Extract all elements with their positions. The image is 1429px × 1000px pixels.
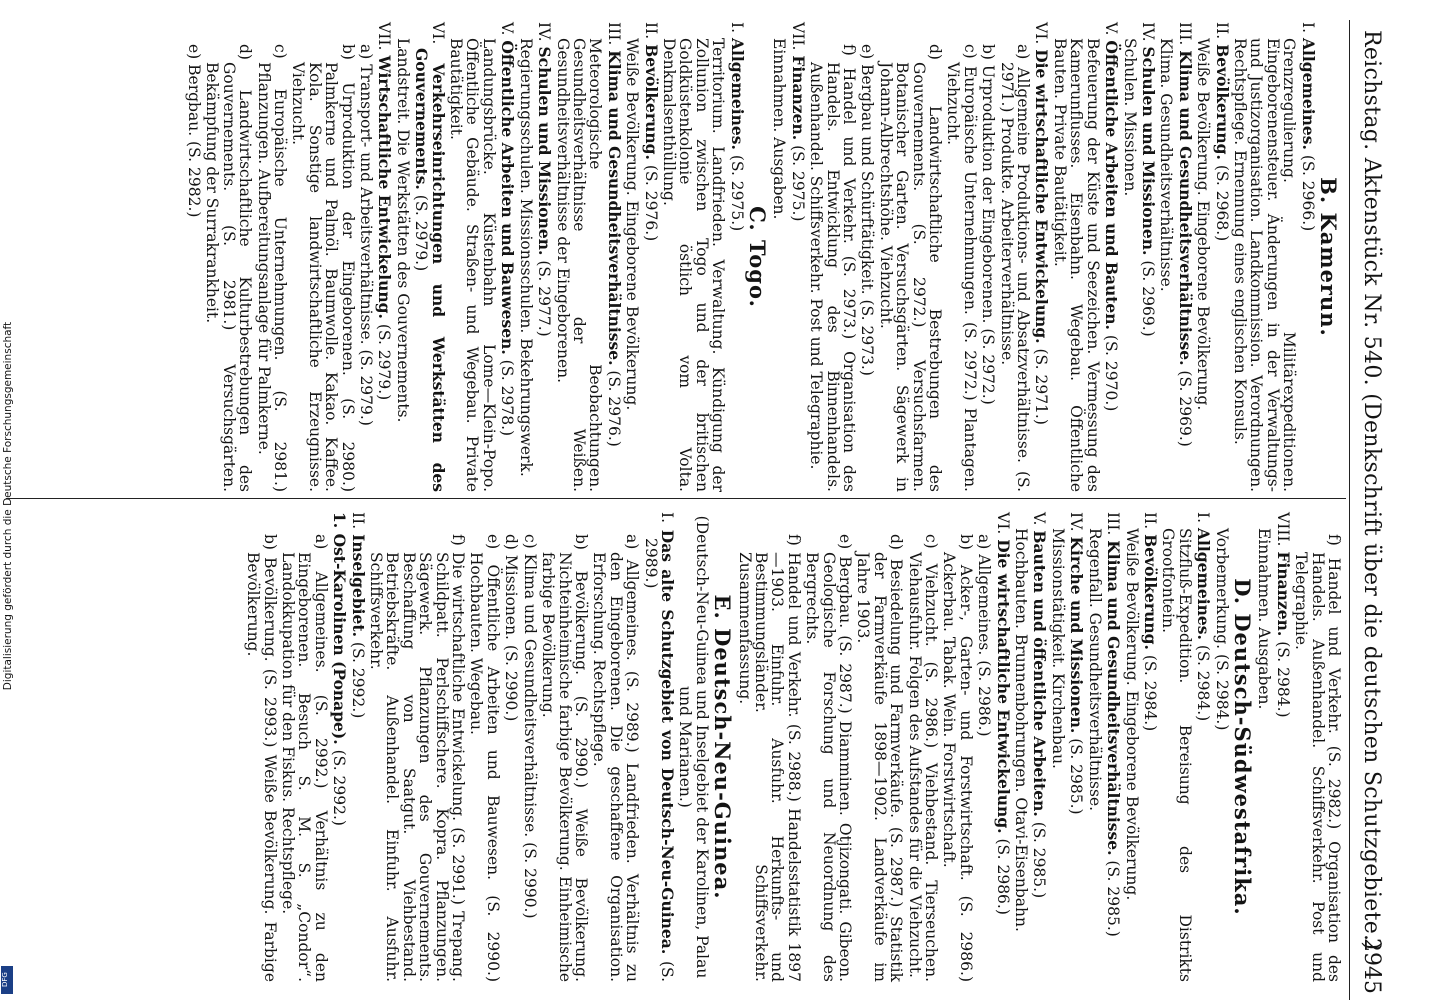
entry-heading <box>1140 22 1156 492</box>
entry-text: Weiße Bevölkerung. Eingeborene Bevölkerung. <box>623 38 642 411</box>
entry-heading <box>535 22 555 492</box>
subentry: b) Bevölkerung. (S. 2990.) Weiße Bevölkerung. Nichteinheimische farbige Bevölkerung. Einheimische farbige Bevölkerung. <box>539 534 590 982</box>
running-head: Reichstag. Aktenstück Nr. 540. (Denkschrift über die deutschen Schutzgebiete.) <box>1359 30 1384 951</box>
entry-heading <box>642 512 675 982</box>
page-number: 2945 <box>1359 938 1384 994</box>
region-note: (Deutsch-Neu-Guinea und Inselgebiet der Karolinen, Palau und Marianen.) <box>676 515 711 979</box>
entry-title: Öffentliche Arbeiten und Bauten. <box>1102 40 1122 330</box>
entry-number: I. <box>1194 512 1213 524</box>
page-reference: (S. 2985.) <box>1104 860 1123 937</box>
subentry: a) Transport- und Arbeitsverhältnisse. (S. 2979.) <box>357 44 376 426</box>
entry-text: Territorium. Landfrieden. Verwaltung. Kündigung der Zollunion zwischen Togo und der britischen Goldküstenkolonie östlich vom Volta. Denkmalsenthüllung. <box>659 38 728 492</box>
entry-number: I. <box>1298 22 1317 34</box>
entry-number: VI. <box>1032 22 1051 45</box>
subentry: a) Allgemeines. (S. 2989.) Landfrieden. Verhältnis zu den Eingeborenen. Die geschaffene Organisation. Erforschung. Rechtspflege. <box>590 534 642 982</box>
entry-heading <box>375 22 395 492</box>
entry-number: V. <box>1102 22 1121 36</box>
entry-number: IV. <box>535 22 554 42</box>
subentry: e) Bergbau. (S. 2987.) Diamminen. Otjizongati. Gibeon. Geologische Forschung und Neuordnung des Bergrechts. <box>803 534 855 982</box>
entry-number: III. <box>1104 512 1123 536</box>
entry-title: Schulen und Missionen. <box>1138 46 1158 256</box>
page-reference: (S. 2977.) <box>535 260 554 337</box>
page-reference: (S. 2979.) <box>375 323 394 401</box>
entry-number: II. <box>1140 512 1159 530</box>
page-reference: (S. 2986.) <box>993 838 1012 915</box>
section-heading: D. Deutsch-Südwestafrika. <box>1229 578 1255 916</box>
entry-heading <box>993 512 1013 982</box>
subentry: c) Europäische Unternehmungen. (S. 2972.) Plantagen. Viehzucht. <box>944 44 979 492</box>
subentry: c) Klima und Gesundheitsverhältnisse. (S. 2990.) <box>520 534 539 919</box>
subentry: a) Allgemeines. (S. 2992.) Verhältnis zu den Eingeborenen. Besuch S. M. S. „Condor“. Landokkupation für den Fiskus. Rechtspflege. <box>279 534 330 982</box>
page-reference: (S. 2985.) <box>1030 821 1049 899</box>
entry-heading <box>1212 22 1232 492</box>
entry-text: Schulen. Missionen. <box>1120 38 1139 197</box>
funding-footer <box>0 0 14 1000</box>
subentry: c) Europäische Unternehmungen. (S. 2981.) Pflanzungen. Aufbereitungsanlage für Palmkerne. <box>254 44 290 492</box>
page-reference: (S. 2976.) <box>641 164 660 242</box>
entry-title: Kirche und Missionen. <box>1067 536 1087 734</box>
page-reference: (S. 2975.) <box>727 154 746 232</box>
subentry: c) Viehzucht. (S. 2986.) Viehbestand. Tierseuchen. Viehausfuhr. Folgen des Aufstandes für die Viehzucht. <box>905 534 941 982</box>
page-reference: (S. 2989.) <box>641 538 676 982</box>
entry-heading <box>1142 512 1158 982</box>
subentry: e) Bergbau und Schürftätigkeit. (S. 2973.) <box>858 44 877 376</box>
entry-heading <box>1104 512 1124 982</box>
section-heading: C. Togo. <box>745 206 770 308</box>
entry-heading <box>348 512 368 982</box>
entry-number: IV. <box>1138 22 1157 42</box>
right-column <box>243 512 1342 982</box>
entry-heading <box>1067 512 1087 982</box>
page-reference: (S. 2992.) <box>330 749 349 826</box>
entry-text: Missionstätigkeit. Kirchenbau. <box>1048 528 1067 769</box>
entry-text: Vorbemerkung. (S. 2984.) <box>1212 528 1231 731</box>
entry-number: II. <box>348 512 367 530</box>
entry-title: Bevölkerung. <box>1212 44 1232 160</box>
page-header <box>1352 0 1392 1000</box>
entry-title: Wirtschaftliche Entwickelung. <box>375 55 395 319</box>
entry-number: VIII. <box>1273 512 1292 547</box>
entry-text: Sitzfluß-Expedition. Bereisung des Distrikts Grootfontein. <box>1159 528 1194 982</box>
page-reference: (S. 2975.) <box>788 145 807 222</box>
entry-title: Das alte Schutzgebiet von Deutsch-Neu-Guinea. <box>657 529 677 955</box>
entry-title: Allgemeines. <box>1194 528 1214 640</box>
subentry: b) Urproduktion der Eingeborenen. (S. 2980.) Palmkerne und Palmöl. Baumwolle. Kakao. Kaffee. Kola. Sonstige landwirtschaftliche Erzeugnisse. Viehzucht. <box>289 44 357 492</box>
entry-title: Inselgebiet. <box>348 534 368 637</box>
page-reference: (S. 2968.) <box>1212 164 1231 242</box>
entry-text: Klima. Gesundheitsverhältnisse. <box>1157 38 1176 292</box>
entry-text: Meteorologische Beobachtungen. Gesundheitsverhältnisse der Weißen. Gesundheitsverhältnisse der Eingeborenen. <box>553 38 605 492</box>
subentry: d) Landwirtschaftliche Kulturbestrebungen des Gouvernements. (S. 2981.) Versuchsgärten. Bekämpfung der Surrakrankheit. <box>203 44 255 492</box>
subentry: b) Acker-, Garten- und Forstwirtschaft. (S. 2986.) Ackerbau. Tabak. Wein. Forstwirtschaft. <box>940 534 975 982</box>
entry-number: I. <box>657 512 676 524</box>
entry-heading <box>1194 512 1214 982</box>
subentry: d) Landwirtschaftliche Bestrebungen des Gouvernements. (S. 2972.) Versuchsfarmen. Botanischer Garten. Versuchsgärten. Sägewerk in Johann-Albrechtshöhe. Viehzucht. <box>876 44 945 492</box>
entry-title: Allgemeines. <box>727 38 747 150</box>
entry-heading <box>1030 512 1050 982</box>
page-reference: (S. 2969.) <box>1175 370 1194 447</box>
entry-heading <box>788 22 808 492</box>
left-column <box>184 22 1342 492</box>
subentry: b) Bevölkerung. (S. 2993.) Weiße Bevölkerung. Farbige Bevölkerung. <box>244 534 279 982</box>
page-reference: (S. 2970.) <box>1102 334 1121 412</box>
subentry: d) Missionen. (S. 2990.) <box>502 534 521 722</box>
page-reference: (S. 2984.) <box>1194 644 1213 722</box>
rotated-page <box>16 0 1396 1000</box>
entry-text: Grenzregulierung. Militärexpeditionen. Eingeborenensteuer. Änderungen in der Verwaltungs- und Justizorganisation. Landkommission. Verordnungen. Rechtspflege. Ernennung eines englischen Konsuls. <box>1230 38 1299 492</box>
entry-title: Die wirtschaftliche Entwickelung. <box>1032 49 1052 344</box>
entry-text: Einnahmen. Ausgaben. <box>1255 528 1274 710</box>
subentry: a) Allgemeines. (S. 2986.) <box>975 534 994 737</box>
subentry: d) Besiedelung und Farmverkäufe. (S. 2987.) Statistik der Farmverkäufe 1898—1902. Landverkäufe im Jahre 1903. <box>854 534 906 982</box>
page-reference: (S. 2978.) <box>498 359 517 437</box>
entry-number: II. <box>641 22 660 40</box>
funding-note: Digitalisierung gefördert durch die Deutsche Forschungsgemeinschaft <box>2 321 14 691</box>
entry-title: Bauten und öffentliche Arbeiten. <box>1030 530 1050 817</box>
subentry: f) Handel und Verkehr. (S. 2973.) Organisation des Handels. Entwicklung des Binnenhandels. Außenhandel. Schiffsverkehr. Post und Telegraphie. <box>807 44 859 492</box>
entry-heading <box>1102 22 1122 492</box>
entry-heading <box>1175 22 1195 492</box>
entry-title: Öffentliche Arbeiten und Bauwesen. <box>498 40 518 355</box>
entry-text: Landstreit. Die Werkstätten des Gouvernements. <box>393 38 412 423</box>
page-reference: (S. 2985.) <box>1067 738 1086 815</box>
entry-number: VI. <box>993 512 1012 535</box>
header-rule <box>1349 20 1350 1000</box>
subentry: e) Bergbau. (S. 2982.) <box>185 44 203 218</box>
entry-title: Allgemeines. <box>1298 38 1318 150</box>
page-reference: (S. 2966.) <box>1298 154 1317 232</box>
entry-text: Hochbauten. Brunnenbohrungen. Otavi-Eisenbahn. <box>1012 528 1031 932</box>
column-divider <box>6 498 1346 499</box>
section-heading: B. Kamerun. <box>1316 177 1341 337</box>
entry-text: Befeuerung der Küste und Seezeichen. Vermessung des Kamerunflusses. Eisenbahn. Wegebau. Öffentliche Bauten. Private Bautätigkeit. <box>1050 38 1102 492</box>
entry-number: III. <box>604 22 623 46</box>
entry-number: IV. <box>1067 512 1086 532</box>
entry-number: VI. <box>428 22 447 45</box>
entry-heading <box>727 22 747 492</box>
entry-number: V. <box>1030 512 1049 526</box>
entry-number: VII. <box>375 22 394 51</box>
subentry: f) Handel und Verkehr. (S. 2988.) Handelsstatistik 1897—1903. Einfuhr. Ausfuhr. Herkunfts- und Bestimmungsländer. Schiffsverkehr. Zusammenfassung. <box>735 534 803 982</box>
entry-title: Klima und Gesundheitsverhältnisse. <box>1175 50 1195 366</box>
page-reference: (S. 2984.) <box>1273 641 1292 718</box>
subentry: f) Handel und Verkehr. (S. 2982.) Organisation des Handels. Außenhandel. Schiffsverkehr. Post und Telegraphie. <box>1292 534 1343 982</box>
entry-title: Verkehrseinrichtungen und Werkstätten des Gouvernements. <box>412 48 448 492</box>
subentry: b) Urproduktion der Eingeborenen. (S. 2972.) <box>979 44 998 405</box>
entry-title: Die wirtschaftliche Entwickelung. <box>993 539 1013 834</box>
entry-text: Landungsbrücke. Küstenbahn Lome—Klein-Popo. Öffentliche Gebäude. Straßen- und Wegebau. Private Bautätigkeit. <box>447 38 498 492</box>
page-reference: (S. 2992.) <box>348 641 367 719</box>
entry-title: Klima und Gesundheitsverhältnisse. <box>1104 540 1124 856</box>
entry-heading <box>1273 512 1293 982</box>
entry-title: Klima und Gesundheitsverhältnisse. <box>604 50 624 366</box>
entry-heading <box>1032 22 1052 492</box>
entry-heading <box>641 22 661 492</box>
entry-text: Regenfall. Gesundheitsverhältnisse. <box>1085 528 1104 812</box>
entry-heading <box>604 22 624 492</box>
page-reference: (S. 2971.) <box>1032 348 1051 425</box>
entry-number: II. <box>1212 22 1231 40</box>
entry-title: Bevölkerung. <box>1140 534 1160 650</box>
subentry: a) Allgemeine Produktions- und Absatzverhältnisse. (S. 2971.) Produkte. Arbeiterverhältnisse. <box>997 44 1033 492</box>
entry-title: Bevölkerung. <box>641 44 661 160</box>
entry-text: Weiße Bevölkerung. Eingeborene Bevölkerung. <box>1194 38 1213 411</box>
entry-text: Einnahmen. Ausgaben. <box>770 38 789 220</box>
page-reference: (S. 2984.) <box>1140 654 1159 732</box>
entry-title: Schulen und Missionen. <box>535 46 555 256</box>
entry-number: I. <box>727 22 746 34</box>
entry-title: Finanzen. <box>788 55 808 141</box>
page-reference: (S. 2969.) <box>1138 260 1157 337</box>
entry-text: Regierungsschulen. Missionsschulen. Bekehrungswerk. <box>516 38 535 477</box>
entry-number: VII. <box>788 22 807 51</box>
entry-title: Finanzen. <box>1273 551 1293 637</box>
section-heading: E. Deutsch-Neu-Guinea. <box>710 594 736 900</box>
entry-heading <box>498 22 518 492</box>
page-reference: (S. 2979.) <box>412 194 431 272</box>
page-reference: (S. 2976.) <box>604 370 623 447</box>
entry-number: III. <box>1175 22 1194 46</box>
entry-text: Weiße Bevölkerung. Eingeborene Bevölkerung. <box>1122 528 1141 901</box>
entry-title: 1. Ost-Karolinen (Ponape). <box>330 512 350 745</box>
subentry: e) Öffentliche Arbeiten und Bauwesen. (S. 2990.) Hochbauten. Wegebau. <box>467 534 502 982</box>
entry-heading <box>413 22 446 492</box>
dfg-logo: DFG <box>1 966 13 994</box>
entry-heading <box>1298 22 1318 492</box>
entry-number: V. <box>498 22 517 36</box>
subentry: f) Die wirtschaftliche Entwickelung. (S. 2991.) Trepang. Schildpatt. Perlschiffschere. Kopra. Pflanzungen. Sägewerk. Pflanzungen des Gouvernements. Beschaffung von Saatgut. Viehbestand. Betriebskräfte. Außenhandel. Einfuhr. Ausfuhr. Schiffsverkehr. <box>367 534 468 982</box>
entry-heading <box>330 512 350 982</box>
